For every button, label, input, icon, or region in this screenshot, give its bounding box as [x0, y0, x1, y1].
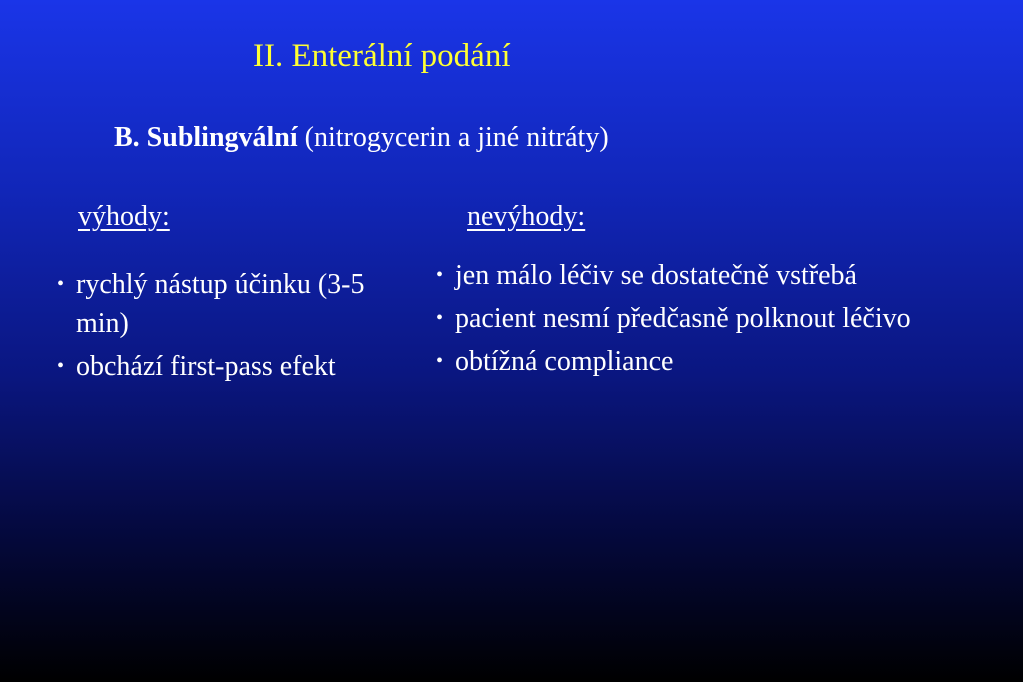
- list-item: [436, 299, 956, 338]
- list-item: [57, 265, 417, 343]
- bullet-icon: •: [436, 307, 444, 329]
- bullet-icon: •: [436, 264, 444, 286]
- list-item-text: pacient nesmí předčasně polknout léčivo: [455, 303, 911, 334]
- disadvantages-heading: nevýhody:: [467, 201, 586, 232]
- subtitle-bold: B. Sublingvální: [114, 122, 298, 153]
- disadvantages-list: [436, 256, 956, 385]
- list-item: [436, 342, 956, 381]
- list-item-text: jen málo léčiv se dostatečně vstřebá: [455, 260, 857, 291]
- advantages-heading: výhody:: [78, 201, 170, 232]
- list-item-text: rychlý nástup účinku (3-5 min): [76, 269, 365, 339]
- list-item: [436, 256, 956, 295]
- slide-subtitle: [114, 122, 609, 154]
- advantages-list: [57, 265, 417, 390]
- bullet-icon: •: [436, 350, 444, 372]
- bullet-icon: •: [57, 355, 65, 377]
- list-item-text: obtížná compliance: [455, 346, 674, 377]
- bullet-icon: •: [57, 273, 65, 295]
- slide-title: II. Enterální podání: [253, 38, 511, 74]
- subtitle-rest: (nitrogycerin a jiné nitráty): [297, 122, 609, 153]
- list-item-text: obchází first-pass efekt: [76, 351, 336, 382]
- list-item: [57, 347, 417, 386]
